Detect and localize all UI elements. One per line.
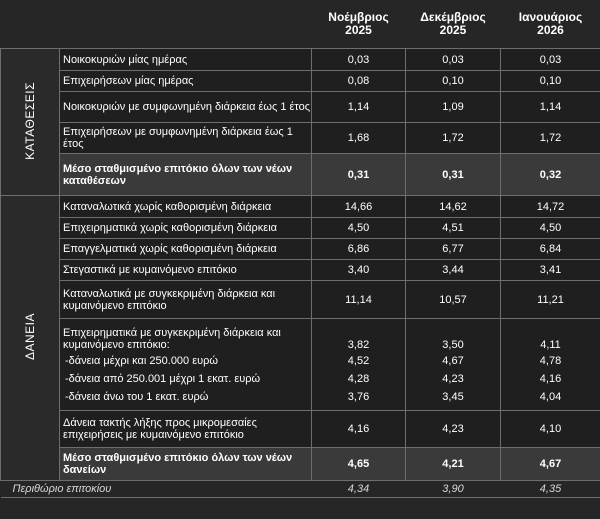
col-header-2-month: Δεκέμβριος: [420, 10, 486, 24]
interest-margin-label: Περιθώριο επιτοκίου: [1, 481, 312, 498]
table-row: [1, 260, 600, 281]
cell-value: 3,44: [406, 260, 501, 281]
table-row: [1, 71, 600, 92]
col-header-3-year: 2026: [537, 23, 564, 37]
cell-value: 1,72: [501, 123, 600, 154]
cell-value: 4,50: [312, 218, 406, 239]
row-label: -δάνεια από 250.001 μέχρι 1 εκατ. ευρώ: [60, 370, 312, 388]
cell-value: 4,50: [501, 218, 600, 239]
table-row: [1, 123, 600, 154]
cell-value: 3,40: [312, 260, 406, 281]
row-label: Επιχειρήσεων με συμφωνημένη διάρκεια έως 1 έτος: [60, 123, 312, 154]
row-label: Δάνεια τακτής λήξης προς μικρομεσαίες επιχειρήσεις με κυμαινόμενο επιτόκιο: [60, 411, 312, 448]
cell-value: 4,10: [501, 411, 600, 448]
cell-value: 1,14: [501, 92, 600, 123]
table-row: [1, 411, 600, 448]
interest-margin-value: 4,35: [501, 481, 600, 498]
interest-margin-row: [1, 481, 600, 498]
row-label: Επιχειρηματικά με συγκεκριμένη διάρκεια και κυμαινόμενο επιτόκιο:: [60, 319, 312, 353]
cell-value: 0,03: [501, 49, 600, 71]
table-row: [1, 353, 600, 370]
table-row: [1, 218, 600, 239]
cell-value: 14,66: [312, 196, 406, 218]
cell-value: 4,67: [406, 353, 501, 370]
summary-label: Μέσο σταθμισμένο επιτόκιο όλων των νέων καταθέσεων: [60, 154, 312, 196]
loans-summary-row: [1, 448, 600, 481]
cell-value: 4,52: [312, 353, 406, 370]
row-label: Καταναλωτικά με συγκεκριμένη διάρκεια και κυμαινόμενο επιτόκιο: [60, 281, 312, 319]
table-row: [1, 196, 600, 218]
interest-margin-value: 3,90: [406, 481, 501, 498]
cell-value: 4,28: [312, 370, 406, 388]
cell-value: 1,72: [406, 123, 501, 154]
table-row: [1, 92, 600, 123]
row-label: -δάνεια άνω του 1 εκατ. ευρώ: [60, 388, 312, 411]
table-row: [1, 239, 600, 260]
cell-value: 4,23: [406, 370, 501, 388]
cell-value: 1,09: [406, 92, 501, 123]
interest-margin-value: 4,34: [312, 481, 406, 498]
col-header-3-month: Ιανουάριος: [518, 10, 583, 24]
table-row: [1, 49, 600, 71]
cell-value: 4,78: [501, 353, 600, 370]
deposits-section-label: [1, 49, 60, 196]
cell-value: 0,10: [501, 71, 600, 92]
table-row: [1, 281, 600, 319]
cell-value: 6,77: [406, 239, 501, 260]
col-header-2-year: 2025: [439, 23, 467, 37]
summary-value: 0,32: [501, 154, 600, 196]
header-row: [1, 0, 600, 49]
cell-value: 0,03: [406, 49, 501, 71]
table-row: [1, 370, 600, 388]
cell-value: 3,76: [312, 388, 406, 411]
table-row: [1, 388, 600, 411]
summary-value: 0,31: [312, 154, 406, 196]
row-label: Καταναλωτικά χωρίς καθορισμένη διάρκεια: [60, 196, 312, 218]
cell-value: 11,21: [501, 281, 600, 319]
cell-value: 14,72: [501, 196, 600, 218]
col-header-2: [406, 0, 501, 49]
col-header-1-year: 2025: [345, 23, 372, 37]
cell-value: 0,10: [406, 71, 501, 92]
deposits-label-text: ΚΑΤΑΘΕΣΕΙΣ: [23, 81, 37, 160]
cell-value: 0,08: [312, 71, 406, 92]
row-label: -δάνεια μέχρι και 250.000 ευρώ: [60, 353, 312, 370]
cell-value: 3,41: [501, 260, 600, 281]
cell-value: 6,84: [501, 239, 600, 260]
cell-value: 3,82: [312, 319, 406, 353]
cell-value: 0,03: [312, 49, 406, 71]
deposits-summary-row: [1, 154, 600, 196]
cell-value: 1,14: [312, 92, 406, 123]
summary-value: 4,65: [312, 448, 406, 481]
cell-value: 4,11: [501, 319, 600, 353]
row-label: Νοικοκυριών μίας ημέρας: [60, 49, 312, 71]
row-label: Στεγαστικά με κυμαινόμενο επιτόκιο: [60, 260, 312, 281]
cell-value: 4,16: [312, 411, 406, 448]
col-header-3: [501, 0, 600, 49]
cell-value: 3,45: [406, 388, 501, 411]
cell-value: 4,23: [406, 411, 501, 448]
cell-value: 10,57: [406, 281, 501, 319]
loans-label-text: ΔΑΝΕΙΑ: [23, 312, 37, 361]
row-label: Επιχειρηματικά χωρίς καθορισμένη διάρκεια: [60, 218, 312, 239]
summary-value: 0,31: [406, 154, 501, 196]
row-label: Επαγγελματικά χωρίς καθορισμένη διάρκεια: [60, 239, 312, 260]
row-label: Επιχειρήσεων μίας ημέρας: [60, 71, 312, 92]
cell-value: 4,16: [501, 370, 600, 388]
table-row: [1, 319, 600, 353]
header-corner: [1, 0, 312, 49]
cell-value: 11,14: [312, 281, 406, 319]
cell-value: 3,50: [406, 319, 501, 353]
summary-label: Μέσο σταθμισμένο επιτόκιο όλων των νέων δανείων: [60, 448, 312, 481]
cell-value: 14,62: [406, 196, 501, 218]
cell-value: 1,68: [312, 123, 406, 154]
cell-value: 6,86: [312, 239, 406, 260]
loans-section-label: [1, 196, 60, 481]
cell-value: 4,04: [501, 388, 600, 411]
summary-value: 4,67: [501, 448, 600, 481]
col-header-1: [312, 0, 406, 49]
row-label: Νοικοκυριών με συμφωνημένη διάρκεια έως 1 έτος: [60, 92, 312, 123]
cell-value: 4,51: [406, 218, 501, 239]
summary-value: 4,21: [406, 448, 501, 481]
col-header-1-month: Νοέμβριος: [328, 10, 389, 24]
